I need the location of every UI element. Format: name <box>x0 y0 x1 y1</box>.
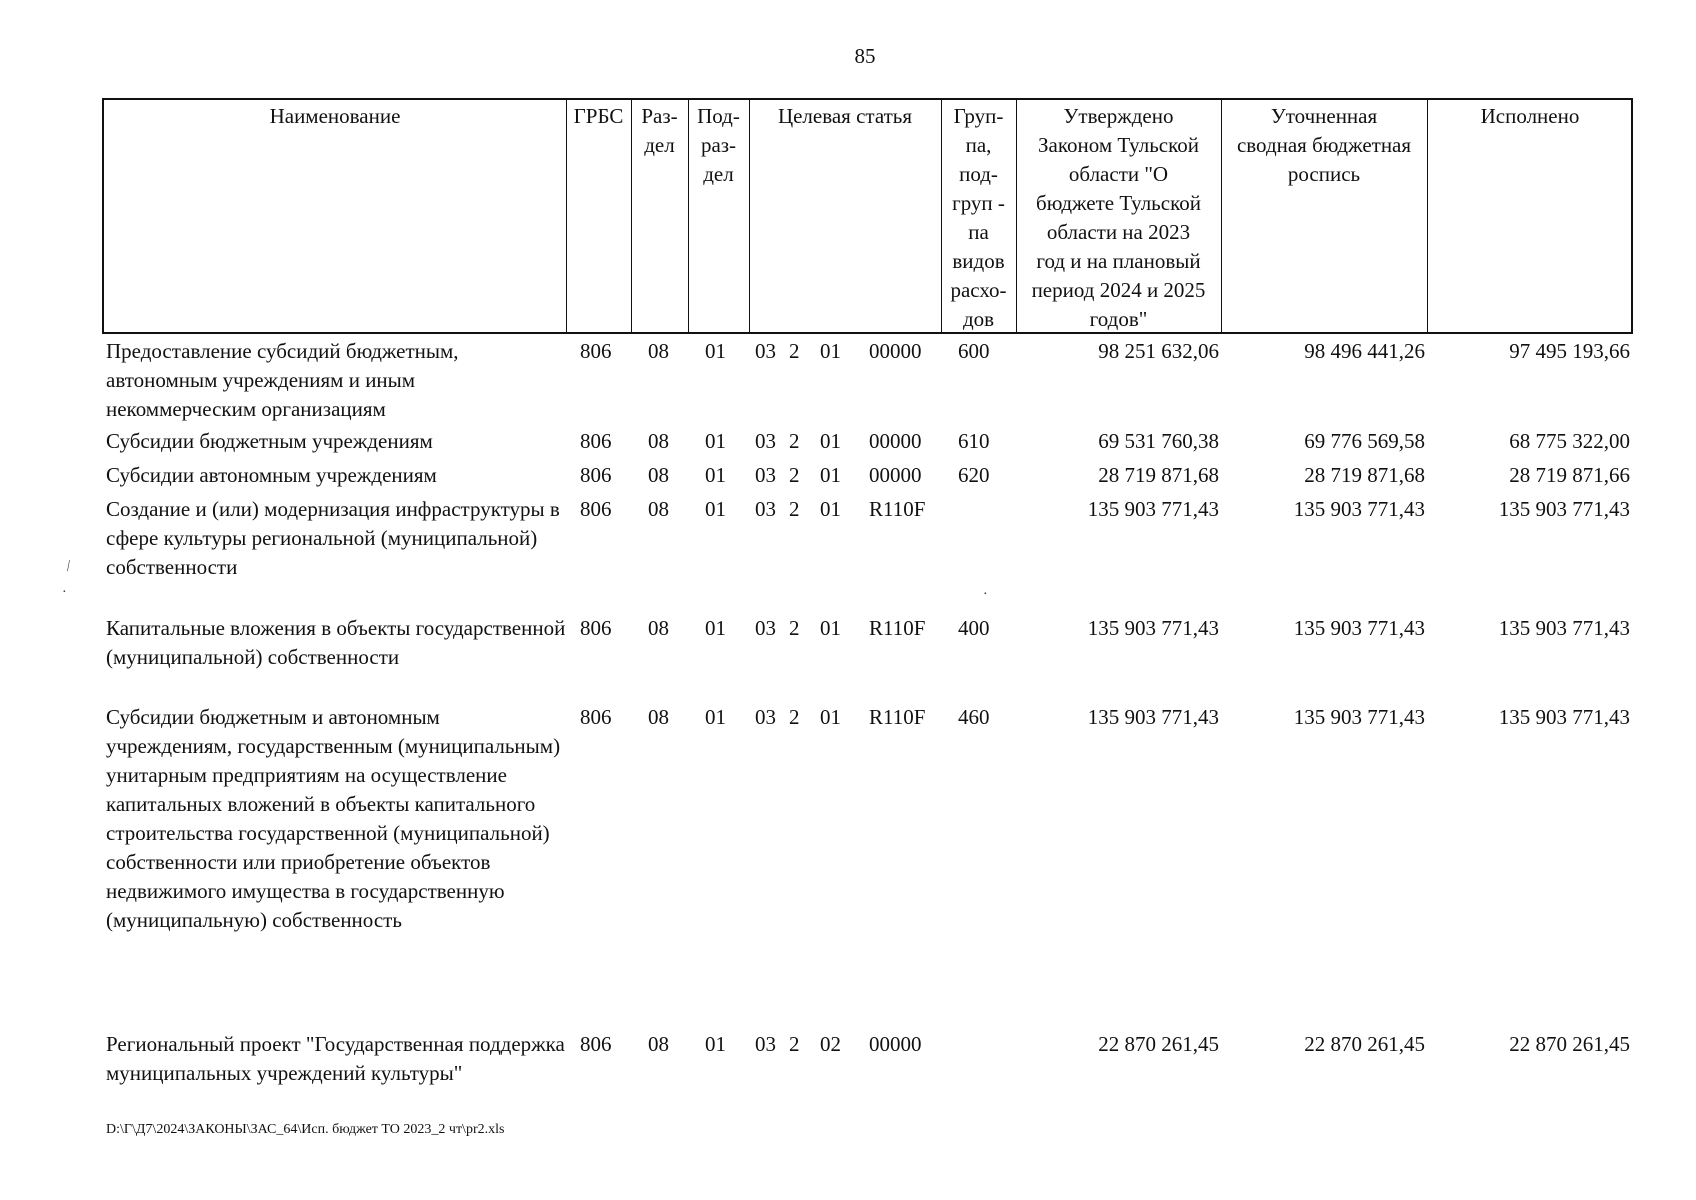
row-podrazdel: 01 <box>705 616 726 640</box>
row-approved: 69 531 760,38 <box>1098 429 1219 453</box>
row-group: 620 <box>958 463 990 487</box>
scan-mark: · <box>983 587 988 602</box>
row-name: Капитальные вложения в объекты государственной (муниципальной) собственности <box>106 616 566 669</box>
row-target-3: 01 <box>820 616 841 640</box>
row-podrazdel: 01 <box>705 339 726 363</box>
row-podrazdel: 01 <box>705 1032 726 1056</box>
row-target-1: 03 <box>755 705 776 729</box>
row-podrazdel: 01 <box>705 429 726 453</box>
row-executed: 135 903 771,43 <box>1498 705 1630 729</box>
row-grbs: 806 <box>580 616 612 640</box>
header-target: Целевая статья <box>777 104 913 128</box>
row-name: Предоставление субсидий бюджетным, автономным учреждениям и иным некоммерческим организациям <box>106 339 459 421</box>
row-group: 460 <box>958 705 990 729</box>
file-path: D:\Г\Д7\2024\ЗАКОНЫ\ЗАС_64\Исп. бюджет ТО 2023_2 чт\pr2.xls <box>106 1122 505 1137</box>
row-refined: 135 903 771,43 <box>1293 497 1425 521</box>
page-number: 85 <box>854 44 876 68</box>
row-target-4: R110F <box>869 705 926 729</box>
row-target-3: 01 <box>820 497 841 521</box>
row-razdel: 08 <box>648 616 669 640</box>
header-refined: Уточненная сводная бюджетная роспись <box>1236 104 1412 186</box>
row-target-3: 01 <box>820 429 841 453</box>
row-target-4: 00000 <box>869 463 922 487</box>
row-approved: 135 903 771,43 <box>1087 705 1219 729</box>
row-group: 600 <box>958 339 990 363</box>
row-target-2: 2 <box>789 1032 800 1056</box>
row-target-2: 2 <box>789 429 800 453</box>
row-executed: 135 903 771,43 <box>1498 616 1630 640</box>
row-target-1: 03 <box>755 497 776 521</box>
row-approved: 135 903 771,43 <box>1087 616 1219 640</box>
row-name: Субсидии автономным учреждениям <box>106 463 437 487</box>
header-podrazdel: Под- раз- дел <box>697 104 740 186</box>
row-refined: 135 903 771,43 <box>1293 705 1425 729</box>
row-target-1: 03 <box>755 339 776 363</box>
row-name: Субсидии бюджетным учреждениям <box>106 429 433 453</box>
row-approved: 98 251 632,06 <box>1098 339 1219 363</box>
row-refined: 98 496 441,26 <box>1304 339 1425 363</box>
row-executed: 135 903 771,43 <box>1498 497 1630 521</box>
row-group: 610 <box>958 429 990 453</box>
row-grbs: 806 <box>580 1032 612 1056</box>
row-target-4: 00000 <box>869 429 922 453</box>
header-group: Груп- па, под- груп - па видов расхо- дов <box>950 104 1007 331</box>
row-target-4: 00000 <box>869 339 922 363</box>
row-razdel: 08 <box>648 497 669 521</box>
row-grbs: 806 <box>580 705 612 729</box>
row-target-1: 03 <box>755 1032 776 1056</box>
row-name: Создание и (или) модернизация инфраструктуры в сфере культуры региональной (муниципальной) собственности <box>106 497 560 579</box>
row-target-4: R110F <box>869 497 926 521</box>
row-refined: 22 870 261,45 <box>1304 1032 1425 1056</box>
row-razdel: 08 <box>648 1032 669 1056</box>
row-refined: 135 903 771,43 <box>1293 616 1425 640</box>
row-target-2: 2 <box>789 497 800 521</box>
row-grbs: 806 <box>580 339 612 363</box>
row-approved: 135 903 771,43 <box>1087 497 1219 521</box>
row-executed: 97 495 193,66 <box>1509 339 1630 363</box>
row-executed: 68 775 322,00 <box>1509 429 1630 453</box>
row-target-3: 01 <box>820 339 841 363</box>
row-approved: 28 719 871,68 <box>1098 463 1219 487</box>
row-grbs: 806 <box>580 429 612 453</box>
scan-mark: · <box>62 585 67 600</box>
row-target-1: 03 <box>755 616 776 640</box>
row-target-2: 2 <box>789 339 800 363</box>
row-target-2: 2 <box>789 616 800 640</box>
row-podrazdel: 01 <box>705 497 726 521</box>
row-executed: 22 870 261,45 <box>1509 1032 1630 1056</box>
row-target-2: 2 <box>789 463 800 487</box>
row-name: Субсидии бюджетным и автономным учреждениям, государственным (муниципальным) унитарным предприятиям на осуществление капитальных вложений в объекты капитального строительства государственной (муниципальной) собственности или приобретение объектов недвижимого имущества в государственную (муниципальную) собственность <box>106 705 561 932</box>
row-target-4: R110F <box>869 616 926 640</box>
scan-mark: ⁄ <box>64 559 74 574</box>
row-razdel: 08 <box>648 705 669 729</box>
row-target-1: 03 <box>755 429 776 453</box>
row-target-4: 00000 <box>869 1032 922 1056</box>
row-approved: 22 870 261,45 <box>1098 1032 1219 1056</box>
row-group: 400 <box>958 616 990 640</box>
row-target-2: 2 <box>789 705 800 729</box>
header-approved: Утверждено Законом Тульской области "О бюджете Тульской области на 2023 год и на плановый период 2024 и 2025 годов" <box>1031 104 1206 331</box>
row-grbs: 806 <box>580 463 612 487</box>
row-target-3: 01 <box>820 463 841 487</box>
row-grbs: 806 <box>580 497 612 521</box>
row-target-3: 02 <box>820 1032 841 1056</box>
row-name: Региональный проект "Государственная поддержка муниципальных учреждений культуры" <box>106 1032 565 1085</box>
row-razdel: 08 <box>648 339 669 363</box>
row-podrazdel: 01 <box>705 705 726 729</box>
row-razdel: 08 <box>648 429 669 453</box>
row-refined: 69 776 569,58 <box>1304 429 1425 453</box>
header-name: Наименование <box>269 104 401 128</box>
header-grbs: ГРБС <box>573 104 624 128</box>
row-target-3: 01 <box>820 705 841 729</box>
header-razdel: Раз- дел <box>641 104 678 157</box>
row-refined: 28 719 871,68 <box>1304 463 1425 487</box>
row-target-1: 03 <box>755 463 776 487</box>
row-executed: 28 719 871,66 <box>1509 463 1630 487</box>
row-razdel: 08 <box>648 463 669 487</box>
row-podrazdel: 01 <box>705 463 726 487</box>
header-executed: Исполнено <box>1480 104 1580 128</box>
